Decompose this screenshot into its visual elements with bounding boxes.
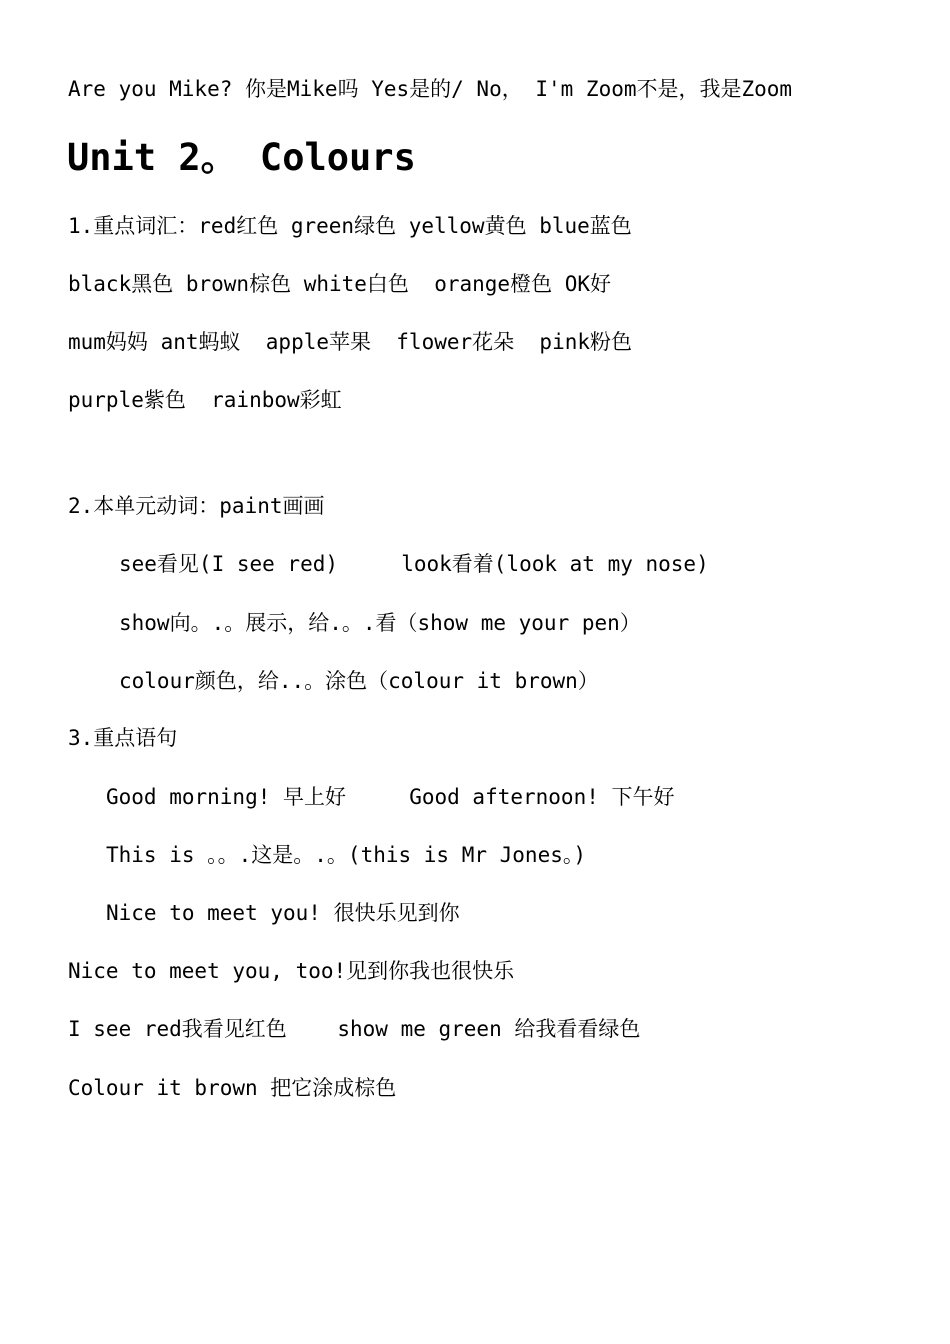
- verbs-heading: 2.本单元动词：paint画画: [68, 494, 325, 518]
- sentence-colour-it: Colour it brown 把它涂成棕色: [68, 1076, 397, 1100]
- sentence-nice-too: Nice to meet you, too!见到你我也很快乐: [68, 959, 515, 983]
- intro-line: Are you Mike? 你是Mike吗 Yes是的/ No， I'm Zoom不是，我是Zoom: [68, 77, 793, 101]
- sentence-this-is: This is 。。.这是。.。(this is Mr Jones。): [106, 843, 587, 867]
- vocab-heading: 1.重点词汇：red红色 green绿色 yellow黄色 blue蓝色: [68, 214, 632, 238]
- sentence-nice-to-meet: Nice to meet you! 很快乐见到你: [106, 901, 460, 925]
- verb-show: show向。.。展示，给.。.看（show me your pen）: [119, 611, 641, 635]
- vocab-line-3: mum妈妈 ant蚂蚁 apple苹果 flower花朵 pink粉色: [68, 330, 633, 354]
- sentence-see-show: I see red我看见红色 show me green 给我看看绿色: [68, 1017, 641, 1041]
- verb-see-look: see看见(I see red) look看着(look at my nose): [119, 552, 709, 576]
- vocab-line-2: black黑色 brown棕色 white白色 orange橙色 OK好: [68, 272, 612, 296]
- unit-title: Unit 2。 Colours: [67, 136, 416, 179]
- vocab-line-4: purple紫色 rainbow彩虹: [68, 388, 342, 412]
- sentence-greetings: Good morning! 早上好 Good afternoon! 下午好: [106, 785, 675, 809]
- verb-colour: colour颜色，给..。涂色（colour it brown）: [119, 669, 599, 693]
- sentences-heading: 3.重点语句: [68, 726, 178, 750]
